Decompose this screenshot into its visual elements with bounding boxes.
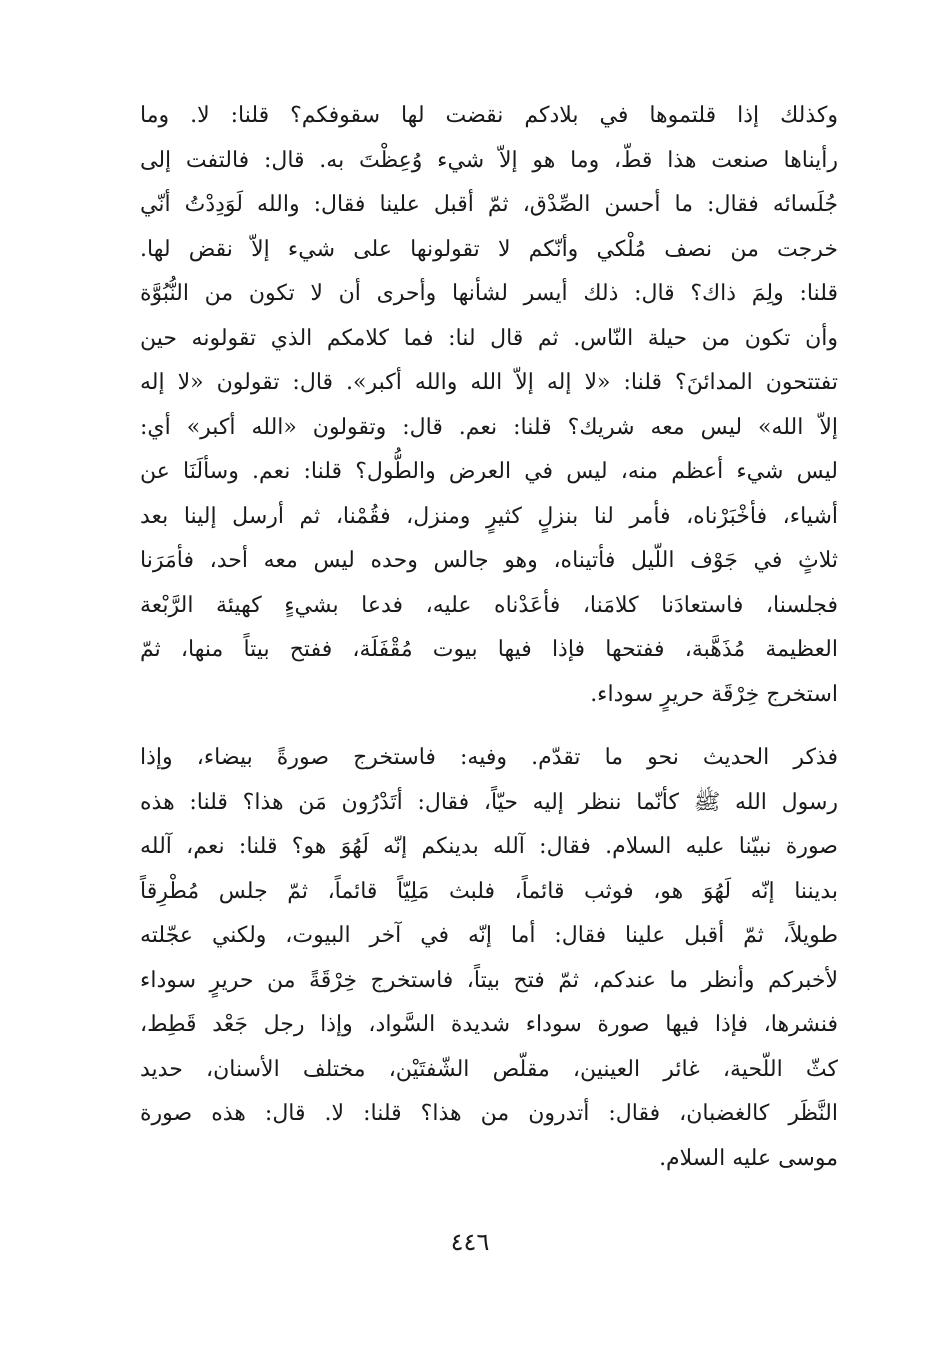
text-line: فنشرها، فإذا فيها صورة سوداء شديدة السَّواد، وإذا رجل جَعْد قَطِط، [140, 1012, 838, 1037]
text-line: خرجت من نصف مُلْكي وأنّكم لا تقولونها على شيء إلاّ نقض لها. [140, 236, 838, 262]
text-line: رأيناها صنعت هذا قطّ، وما هو إلاّ شيء وُعِظْتَ به. قال: فالتفت إلى [140, 147, 838, 173]
text-line: العظيمة مُذَهَّبة، ففتحها فإذا فيها بيوت مُقْفَلَة، ففتح بيتاً منها، ثمّ [140, 637, 838, 662]
text-line: طويلاً، ثمّ أقبل علينا فقال: أما إنّه في آخر البيوت، ولكني عجّلته [140, 923, 838, 948]
text-line: بديننا إنّه لَهُوَ هو، فوثب قائماً، فلبث مَلِيّاً قائماً، ثمّ جلس مُطْرِقاً [140, 878, 838, 904]
text-line: جُلَسائه فقال: ما أحسن الصِّدْق، ثمّ أقبل علينا فقال: والله لَوَدِدْتُ أنّي [140, 192, 838, 217]
text-line: إلاّ الله» ليس معه شريك؟ قلنا: نعم. قال: وتقولون «الله أكبر» أي: [140, 414, 838, 440]
text-line: فجلسنا، فاستعادَنا كلامَنا، فأعَدْناه عليه، فدعا بشيءٍ كهيئة الرَّبْعة [140, 592, 838, 618]
text-line: قلنا: ولِمَ ذاك؟ قال: ذلك أيسر لشأنها وأحرى أن لا تكون من النُّبُوَّة [140, 281, 838, 306]
text-line: صورة نبيّنا عليه السلام. فقال: آلله بدينكم إنّه لَهُوَ هو؟ قلنا: نعم، آلله [140, 834, 838, 859]
page-number: ٤٤٦ [450, 1228, 490, 1256]
text-line: أشياء، فأخْبَرْناه، فأمر لنا بنزلٍ كثيرٍ ومنزل، فقُمْنا، ثم أرسل إلينا بعد [140, 503, 838, 529]
text-line: فذكر الحديث نحو ما تقدّم. وفيه: فاستخرج صورةً بيضاء، وإذا [140, 745, 838, 770]
text-line: تفتتحون المدائنَ؟ قلنا: «لا إله إلاّ الله والله أكبر». قال: تقولون «لا إله [140, 370, 838, 395]
text-line: رسول الله ﷺ كأنّما ننظر إليه حيّاً، فقال: أتَدْرُون مَن هذا؟ قلنا: هذه [140, 789, 838, 815]
text-line: ثلاثٍ في جَوْف اللّيل فأتيناه، وهو جالس وحده ليس معه أحد، فأمَرَنا [140, 548, 838, 573]
text-line: النَّظَر كالغضبان، فقال: أتدرون من هذا؟ قلنا: لا. قال: هذه صورة [140, 1101, 838, 1126]
text-line: لأخبركم وأنظر ما عندكم، ثمّ فتح بيتاً، فاستخرج خِرْقَةً من حريرٍ سوداء [140, 967, 838, 993]
text-line: استخرج خِرْقَة حريرٍ سوداء. [590, 681, 838, 707]
text-line: وكذلك إذا قلتموها في بلادكم نقضت لها سقوفكم؟ قلنا: لا. وما [140, 103, 838, 128]
text-line: كثّ اللّحية، غائر العينين، مقلّص الشّفتَيْن، مختلف الأسنان، حديد [140, 1056, 838, 1082]
paragraph-1 [140, 94, 838, 717]
text-line: ليس شيء أعظم منه، ليس في العرض والطُّول؟ قلنا: نعم. وسألَنَا عن [140, 459, 838, 484]
text-line: وأن تكون من حيلة النّاس. ثم قال لنا: فما كلامكم الذي تقولونه حين [140, 325, 838, 351]
text-line: موسى عليه السلام. [659, 1145, 838, 1171]
paragraph-2 [140, 736, 838, 1181]
